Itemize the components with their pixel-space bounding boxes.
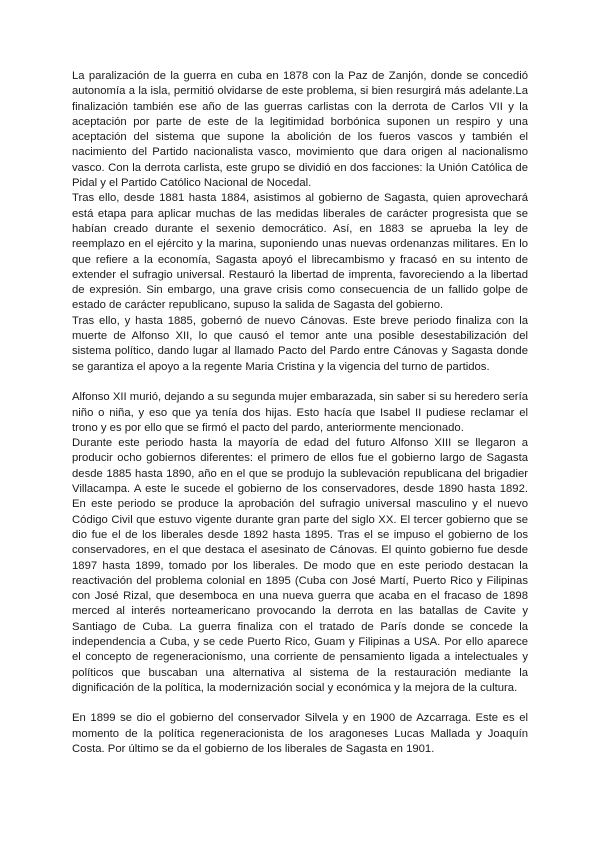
paragraph-muerte-alfonso-xii: Alfonso XII murió, dejando a su segunda mujer embarazada, sin saber si su heredero sería niño o niña, y eso que ya tenía dos hijas. Esto hacía que Isabel II pudiese reclamar el trono y es por ello que se firmó el pacto del pardo, anteriormente mencionado. (72, 391, 528, 434)
document-body (72, 69, 528, 757)
paragraph-paz-de-zanjon: La paralización de la guerra en cuba en 1878 con la Paz de Zanjón, donde se concedió autonomía a la isla, permitió olvidarse de este problema, si bien resurgirá más adelante.La finalización también ese año de las guerras carlistas con la derrota de Carlos VII y la aceptación por parte de este de la legitimidad borbónica suponen un respiro y una aceptación del sistema que supone la abolición de los fueros vascos y también el nacimiento del Partido nacionalista vasco, movimiento que dara origen al nacionalismo vasco. Con la derrota carlista, este grupo se dividió en dos facciones: la Unión Católica de Pidal y el Partido Católico Nacional de Nocedal. (72, 70, 528, 190)
paragraph-silvela-azcarraga: En 1899 se dio el gobierno del conservador Silvela y en 1900 de Azcarraga. Este es el momento de la política regeneracionista de los aragoneses Lucas Mallada y Joaquín Costa. Por último se da el gobierno de los liberales de Sagasta en 1901. (72, 712, 528, 756)
paragraph-gobierno-canovas: Tras ello, y hasta 1885, gobernó de nuevo Cánovas. Este breve periodo finaliza con la muerte de Alfonso XII, lo que causó el temor ante una posible desestabilización del sistema político, dando lugar al llamado Pacto del Pardo entre Cánovas y Sagasta donde se garantiza el apoyo a la regente Maria Cristina y la vigencia del turno de partidos. (72, 314, 528, 373)
paragraph-regencia-gobiernos: Durante este periodo hasta la mayoría de edad del futuro Alfonso XIII se llegaron a producir ocho gobiernos diferentes: el primero de ellos fue el gobierno largo de Sagasta desde 1885 hasta 1890, año en el que se produjo la sublevación republicana del brigadier Villacampa. A este le sucede el gobierno de los conservadores, desde 1890 hasta 1892. En este periodo se produce la aprobación del sufragio universal masculino y el nuevo Código Civil que estuvo vigente durante gran parte del siglo XX. El tercer gobierno que se dio fue el de los liberales desde 1892 hasta 1895. Tras el se impuso el gobierno de los conservadores, en el que destaca el asesinato de Cánovas. El quinto gobierno fue desde 1897 hasta 1899, tomado por los liberales. De modo que en este periodo destacan la reactivación del problema colonial en 1895 (Cuba con José Martí, Puerto Rico y Filipinas con José Rizal, que desemboca en una nueva guerra que acaba en el fracaso de 1898 merced al interés norteamericano provocando la derrota en las batallas de Cavite y Santiago de Cuba. La guerra finaliza con el tratado de París donde se concede la independencia a Cuba, y se cede Puerto Rico, Guam y Filipinas a USA. Por ello aparece el concepto de regeneracionismo, una corriente de pensamiento ligada a intelectuales y políticos que buscaban una alternativa al sistema de la restauración mediante la dignificación de la política, la modernización social y económica y la mejora de la cultura. (72, 437, 528, 694)
paragraph-gobierno-sagasta: Tras ello, desde 1881 hasta 1884, asistimos al gobierno de Sagasta, quien aprovechará está etapa para aplicar muchas de las medidas liberales de carácter progresista que se habían creado durante el sexenio democrático. Así, en 1883 se aprueba la ley de reemplazo en el ejército y la marina, suponiendo unas nuevas ordenanzas militares. En lo que refiere a la economía, Sagasta apoyó el librecambismo y fracasó en su intento de extender el sufragio universal. Restauró la libertad de imprenta, favoreciendo a la libertad de expresión. Sin embargo, una grave crisis como consecuencia de un fallido golpe de estado de carácter republicano, supuso la salida de Sagasta del gobierno. (72, 192, 528, 312)
